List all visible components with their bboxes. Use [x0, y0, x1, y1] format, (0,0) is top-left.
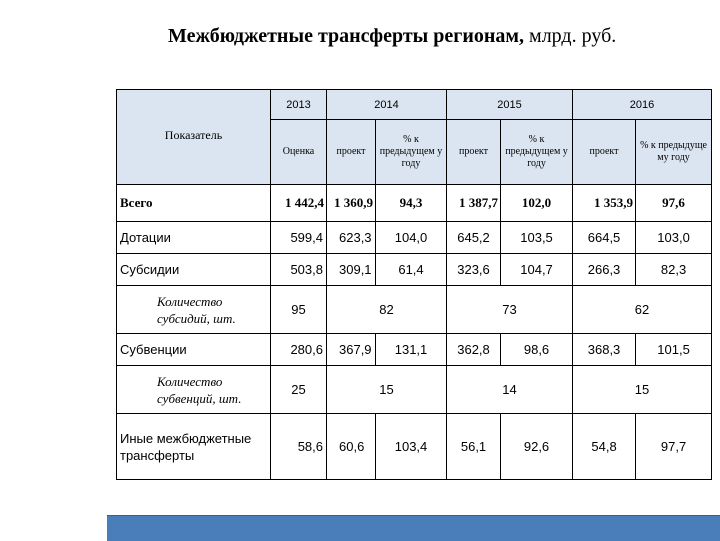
subheader-project-2014: проект [327, 120, 376, 185]
row-label: Количество субсидий, шт. [117, 286, 271, 334]
table-cell: 1 353,9 [573, 185, 636, 222]
transfers-table [116, 89, 712, 480]
table-cell: 62 [573, 286, 712, 334]
table-cell: 104,7 [501, 254, 573, 286]
year-2016-header: 2016 [573, 90, 712, 120]
table-cell: 1 360,9 [327, 185, 376, 222]
table-cell: 92,6 [501, 414, 573, 480]
row-label: Субсидии [117, 254, 271, 286]
table-cell: 367,9 [327, 334, 376, 366]
subheader-pct-2015: % к предыдущем у году [501, 120, 573, 185]
table-cell: 309,1 [327, 254, 376, 286]
subheader-project-2016: проект [573, 120, 636, 185]
table-cell: 503,8 [271, 254, 327, 286]
row-label: Субвенции [117, 334, 271, 366]
table-cell: 623,3 [327, 222, 376, 254]
table-cell: 73 [447, 286, 573, 334]
table-cell: 60,6 [327, 414, 376, 480]
table-row-subsidies-count [117, 286, 712, 334]
table-cell: 61,4 [376, 254, 447, 286]
table-cell: 82,3 [636, 254, 712, 286]
table-row-other [117, 414, 712, 480]
table-cell: 15 [573, 366, 712, 414]
year-2014-header: 2014 [327, 90, 447, 120]
table-cell: 102,0 [501, 185, 573, 222]
table-cell: 25 [271, 366, 327, 414]
subheader-estimate: Оценка [271, 120, 327, 185]
table-cell: 103,5 [501, 222, 573, 254]
table-cell: 103,4 [376, 414, 447, 480]
table-row-total [117, 185, 712, 222]
table-row-subsidies [117, 254, 712, 286]
table-cell: 1 442,4 [271, 185, 327, 222]
subheader-pct-2014: % к предыдущем у году [376, 120, 447, 185]
table-cell: 103,0 [636, 222, 712, 254]
table-cell: 280,6 [271, 334, 327, 366]
row-label: Дотации [117, 222, 271, 254]
table-cell: 14 [447, 366, 573, 414]
row-label: Иные межбюджетные трансферты [117, 414, 271, 480]
title-unit: млрд. руб. [529, 25, 617, 47]
table-cell: 95 [271, 286, 327, 334]
table-cell: 599,4 [271, 222, 327, 254]
table-row-subventions [117, 334, 712, 366]
row-label: Количество субвенций, шт. [117, 366, 271, 414]
year-2015-header: 2015 [447, 90, 573, 120]
table-cell: 56,1 [447, 414, 501, 480]
subheader-pct-2016: % к предыдуще му году [636, 120, 712, 185]
table-cell: 82 [327, 286, 447, 334]
table-cell: 97,6 [636, 185, 712, 222]
footer-bar [107, 515, 720, 541]
table-cell: 362,8 [447, 334, 501, 366]
table-cell: 645,2 [447, 222, 501, 254]
row-label: Всего [117, 185, 271, 222]
table-cell: 94,3 [376, 185, 447, 222]
table-cell: 58,6 [271, 414, 327, 480]
table-cell: 1 387,7 [447, 185, 501, 222]
table-cell: 15 [327, 366, 447, 414]
indicator-header: Показатель [117, 90, 271, 185]
page-title [168, 25, 616, 48]
table-cell: 98,6 [501, 334, 573, 366]
subheader-project-2015: проект [447, 120, 501, 185]
table-cell: 266,3 [573, 254, 636, 286]
table-cell: 368,3 [573, 334, 636, 366]
year-2013-header: 2013 [271, 90, 327, 120]
table-cell: 101,5 [636, 334, 712, 366]
table-cell: 104,0 [376, 222, 447, 254]
table-cell: 131,1 [376, 334, 447, 366]
table-cell: 664,5 [573, 222, 636, 254]
table-row-subventions-count [117, 366, 712, 414]
table-cell: 97,7 [636, 414, 712, 480]
table-cell: 54,8 [573, 414, 636, 480]
table-cell: 323,6 [447, 254, 501, 286]
table-row-grants [117, 222, 712, 254]
title-main: Межбюджетные трансферты регионам, [168, 25, 525, 47]
header-row-years [117, 90, 712, 120]
